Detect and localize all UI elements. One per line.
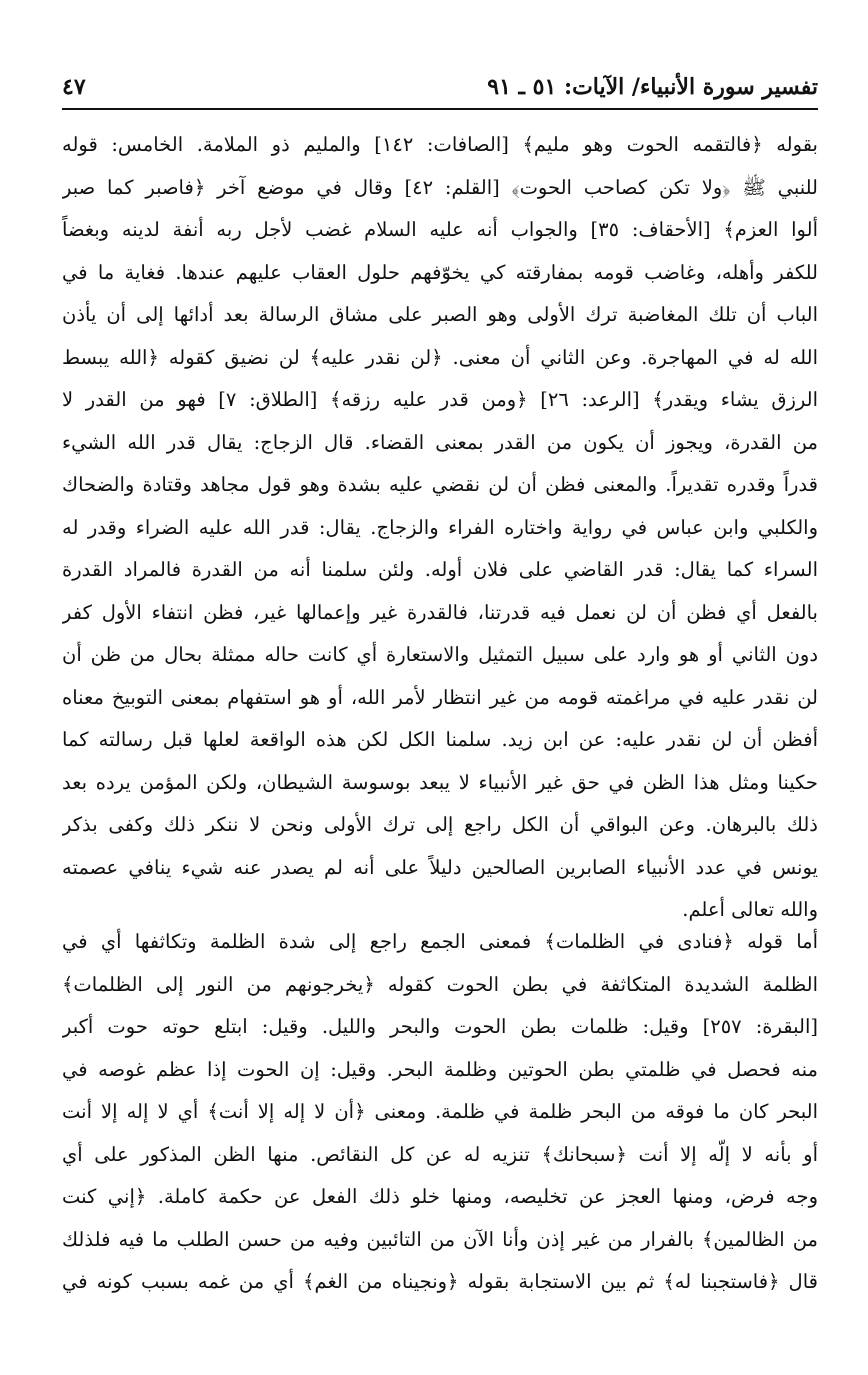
text-line: أفظن أن لن نقدر عليه: عن ابن زيد. سلمنا الكل لكن هذه الواقعة لعلها قبل رسالته كما xyxy=(62,728,818,751)
text-line: [البقرة: ٢٥٧] وقيل: ظلمات بطن الحوت والبحر والليل. وقيل: ابتلع حوته حوت أكبر xyxy=(62,1015,818,1038)
text-line: منه فحصل في ظلمتي بطن الحوتين وظلمة البحر. وقيل: إن الحوت إذا عظم غوصه في xyxy=(62,1057,818,1081)
text-line: للنبي ﷺ ﴿ولا تكن كصاحب الحوت﴾ [القلم: ٤٢] وقال في موضع آخر ﴿فاصبر كما صبر xyxy=(62,175,818,199)
text-line: حكينا ومثل هذا الظن في حق غير الأنبياء لا يبعد بوسوسة الشيطان، ولكن المؤمن يرده بعد xyxy=(62,770,818,794)
text-line: الله له في المهاجرة. وعن الثاني أن معنى. ﴿لن نقدر عليه﴾ لن نضيق كقوله ﴿الله يبسط xyxy=(62,345,818,369)
text-line: بالفعل أي فظن أن لن نعمل فيه قدرتنا، فالقدرة غير وإعمالها غير، فظن انتفاء الأول كفر xyxy=(62,600,818,624)
text-line: البحر كان ما فوقه من البحر ظلمة في ظلمة. ومعنى ﴿أن لا إله إلا أنت﴾ أي لا إله إلا أنت xyxy=(62,1100,818,1123)
text-line: يونس في عدد الأنبياء الصابرين الصالحين دليلاً على أنه لم يصدر عنه شيء ينافي عصمته xyxy=(62,855,818,879)
paragraph-1 xyxy=(62,124,818,932)
text-line: قال ﴿فاستجبنا له﴾ ثم بين الاستجابة بقوله ﴿ونجيناه من الغم﴾ أي من غمه بسبب كونه في xyxy=(62,1270,818,1293)
text-line: من الظالمين﴾ بالفرار من غير إذن وأنا الآن من التائبين وفيه من حسن الطلب ما فيه فلذلك xyxy=(62,1227,818,1251)
text-line: دون الثاني أو هو وارد على سبيل التمثيل والاستعارة أي كانت حاله ممثلة بحال من ظن أن xyxy=(62,643,818,666)
text-line: ذلك بالبرهان. وعن البواقي أن الكل راجع إلى ترك الأولى ونحن لا ننكر ذلك وكفى بذكر xyxy=(62,813,818,836)
page-header xyxy=(62,68,818,110)
text-line: الظلمة الشديدة المتكاثفة في بطن الحوت كقوله ﴿يخرجونهم من النور إلى الظلمات﴾ xyxy=(62,972,818,996)
text-line: ألوا العزم﴾ [الأحقاف: ٣٥] والجواب أنه عليه السلام غضب لأجل ربه أنفة لدينه وبغضاً xyxy=(62,218,818,241)
page-number: ٤٧ xyxy=(62,74,86,100)
text-line: الباب أن تلك المغاضبة ترك الأولى وهو الصبر على مشاق الرسالة بعد أدائها إلى أن يأذن xyxy=(62,303,818,326)
text-line: السراء كما يقال: قدر القاضي على فلان أوله. ولئن سلمنا أنه من القدرة فالمراد القدرة xyxy=(62,558,818,581)
text-line: لن نقدر عليه في مراغمته قومه من غير انتظار لأمر الله، أو هو استفهام بمعنى التوبيخ معناه xyxy=(62,685,818,709)
text-line: والكلبي وابن عباس في رواية واختاره الفراء والزجاج. يقال: قدر الله عليه الضراء وقدر له xyxy=(62,515,818,539)
text-line: من القدرة، ويجوز أن يكون من القدر بمعنى القضاء. قال الزجاج: يقال قدر الله الشيء xyxy=(62,430,818,454)
text-line: قدراً وقدره تقديراً. والمعنى فظن أن لن نقضي عليه بشدة وهو قول مجاهد وقتادة والضحاك xyxy=(62,473,818,496)
text-line: للكفر وأهله، وغاضب قومه بمفارقته كي يخوّفهم حلول العقاب عليهم عندها. فغاية ما في xyxy=(62,260,818,284)
running-title: تفسير سورة الأنبياء/ الآيات: ٥١ ـ ٩١ xyxy=(487,74,818,100)
paragraph-2 xyxy=(62,921,818,1304)
text-line: بقوله ﴿فالتقمه الحوت وهو مليم﴾ [الصافات: ١٤٢] والمليم ذو الملامة. الخامس: قوله xyxy=(62,133,818,156)
text-line: أو بأنه لا إلّه إلا أنت ﴿سبحانك﴾ تنزيه له عن كل النقائص. منها الظن المذكور على أي xyxy=(62,1142,818,1166)
text-line: أما قوله ﴿فنادى في الظلمات﴾ فمعنى الجمع راجع إلى شدة الظلمة وتكاثفها أي في xyxy=(62,930,818,953)
text-line: وجه فرض، ومنها العجز عن تخليصه، ومنها خلو ذلك الفعل عن حكمة كاملة. ﴿إني كنت xyxy=(62,1185,818,1208)
text-line: الرزق يشاء ويقدر﴾ [الرعد: ٢٦] ﴿ومن قدر عليه رزقه﴾ [الطلاق: ٧] فهو من القدر لا xyxy=(62,388,818,411)
text-line: والله تعالى أعلم. xyxy=(682,898,818,921)
